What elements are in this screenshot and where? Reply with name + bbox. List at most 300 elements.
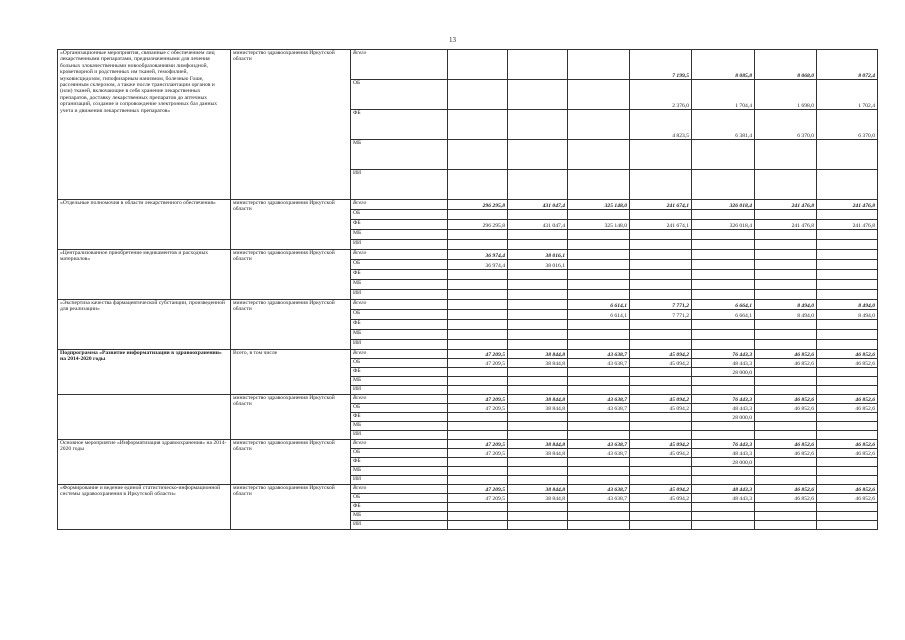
amount-cell: 43 638,7 bbox=[568, 485, 630, 494]
amount-cell bbox=[568, 458, 630, 467]
amount-cell: 326 018,4 bbox=[692, 200, 755, 210]
amount-cell: 43 638,7 bbox=[568, 494, 630, 503]
amount-cell: 47 209,5 bbox=[448, 395, 508, 404]
amount-cell bbox=[755, 368, 817, 377]
funding-source: ИИ bbox=[351, 290, 448, 300]
amount-cell: 46 852,6 bbox=[755, 359, 817, 368]
table-row-total bbox=[58, 440, 878, 449]
amount-cell: 48 443,3 bbox=[692, 485, 755, 494]
amount-cell bbox=[568, 521, 630, 530]
amount-cell bbox=[755, 458, 817, 467]
funding-source: ОБ bbox=[351, 80, 448, 110]
amount-cell bbox=[630, 170, 692, 200]
amount-cell: 45 094,2 bbox=[630, 350, 692, 359]
funding-source: ФБ bbox=[351, 458, 448, 467]
amount-cell bbox=[448, 377, 508, 386]
amount-cell: 296 295,8 bbox=[448, 220, 508, 230]
amount-cell bbox=[755, 512, 817, 521]
amount-cell: 7 199,5 bbox=[630, 50, 692, 80]
funding-source: Всего bbox=[351, 200, 448, 210]
amount-cell bbox=[817, 503, 878, 512]
amount-cell: 46 852,6 bbox=[755, 440, 817, 449]
amount-cell bbox=[568, 260, 630, 270]
amount-cell bbox=[508, 467, 568, 476]
funding-source: ФБ bbox=[351, 503, 448, 512]
amount-cell bbox=[448, 320, 508, 330]
amount-cell bbox=[755, 521, 817, 530]
funding-source: ИИ bbox=[351, 521, 448, 530]
amount-cell bbox=[755, 377, 817, 386]
amount-cell bbox=[755, 467, 817, 476]
amount-cell: 45 094,2 bbox=[630, 395, 692, 404]
amount-cell: 38 844,8 bbox=[508, 359, 568, 368]
amount-cell bbox=[448, 330, 508, 340]
executor: министерство здравоохранения Иркутской области bbox=[231, 440, 351, 485]
amount-cell: 46 852,6 bbox=[755, 350, 817, 359]
amount-cell bbox=[692, 467, 755, 476]
amount-cell bbox=[817, 431, 878, 440]
funding-source: ОБ bbox=[351, 449, 448, 458]
amount-cell bbox=[568, 413, 630, 422]
amount-cell: 47 209,5 bbox=[448, 485, 508, 494]
amount-cell: 28 000,0 bbox=[692, 368, 755, 377]
amount-cell: 46 852,6 bbox=[817, 440, 878, 449]
amount-cell: 46 852,6 bbox=[755, 485, 817, 494]
amount-cell bbox=[630, 521, 692, 530]
amount-cell: 8 494,0 bbox=[817, 300, 878, 310]
amount-cell bbox=[630, 467, 692, 476]
funding-source: ФБ bbox=[351, 368, 448, 377]
amount-cell bbox=[508, 80, 568, 110]
amount-cell bbox=[692, 270, 755, 280]
amount-cell bbox=[817, 413, 878, 422]
amount-cell bbox=[630, 260, 692, 270]
amount-cell: 326 018,4 bbox=[692, 220, 755, 230]
funding-source: ОБ bbox=[351, 210, 448, 220]
table-row-total bbox=[58, 250, 878, 260]
amount-cell bbox=[568, 210, 630, 220]
amount-cell: 47 209,5 bbox=[448, 494, 508, 503]
amount-cell: 46 852,6 bbox=[817, 485, 878, 494]
amount-cell bbox=[817, 250, 878, 260]
amount-cell bbox=[568, 250, 630, 260]
amount-cell bbox=[630, 250, 692, 260]
budget-table-body bbox=[58, 50, 878, 530]
amount-cell: 48 443,3 bbox=[692, 404, 755, 413]
funding-source: ФБ bbox=[351, 270, 448, 280]
amount-cell bbox=[817, 290, 878, 300]
amount-cell bbox=[755, 431, 817, 440]
amount-cell: 46 852,6 bbox=[817, 395, 878, 404]
amount-cell bbox=[508, 340, 568, 350]
amount-cell: 241 674,1 bbox=[630, 220, 692, 230]
amount-cell: 46 852,6 bbox=[817, 350, 878, 359]
amount-cell bbox=[508, 170, 568, 200]
amount-cell bbox=[630, 230, 692, 240]
amount-cell: 38 844,8 bbox=[508, 494, 568, 503]
amount-cell: 431 047,4 bbox=[508, 220, 568, 230]
amount-cell bbox=[508, 140, 568, 170]
activity-name: Основное мероприятие «Информатизация здравоохранения» на 2014-2020 годы bbox=[58, 440, 231, 485]
amount-cell bbox=[508, 330, 568, 340]
page-number: 13 bbox=[449, 36, 456, 44]
funding-source: ИИ bbox=[351, 386, 448, 395]
amount-cell bbox=[568, 422, 630, 431]
amount-cell bbox=[448, 170, 508, 200]
amount-cell bbox=[630, 240, 692, 250]
amount-cell: 1 698,0 bbox=[755, 80, 817, 110]
amount-cell: 6 370,0 bbox=[755, 110, 817, 140]
amount-cell bbox=[692, 476, 755, 485]
amount-cell: 47 209,5 bbox=[448, 440, 508, 449]
amount-cell bbox=[568, 290, 630, 300]
activity-name bbox=[58, 395, 231, 440]
amount-cell bbox=[692, 290, 755, 300]
amount-cell bbox=[817, 330, 878, 340]
amount-cell: 296 295,8 bbox=[448, 200, 508, 210]
amount-cell: 46 852,6 bbox=[817, 494, 878, 503]
amount-cell bbox=[508, 386, 568, 395]
funding-source: Всего bbox=[351, 250, 448, 260]
amount-cell bbox=[630, 458, 692, 467]
amount-cell: 38 844,8 bbox=[508, 485, 568, 494]
amount-cell bbox=[692, 377, 755, 386]
funding-source: ОБ bbox=[351, 494, 448, 503]
funding-source: МБ bbox=[351, 230, 448, 240]
amount-cell: 76 443,3 bbox=[692, 395, 755, 404]
amount-cell: 43 638,7 bbox=[568, 395, 630, 404]
funding-source: ОБ bbox=[351, 404, 448, 413]
funding-source: ФБ bbox=[351, 413, 448, 422]
amount-cell: 38 844,8 bbox=[508, 449, 568, 458]
amount-cell bbox=[568, 503, 630, 512]
amount-cell: 45 094,2 bbox=[630, 359, 692, 368]
funding-source: ИИ bbox=[351, 340, 448, 350]
amount-cell: 46 852,6 bbox=[817, 404, 878, 413]
funding-source: ФБ bbox=[351, 320, 448, 330]
amount-cell bbox=[630, 210, 692, 220]
activity-name: «Экспертиза качества фармацевтической субстанции, произведенной для реализации» bbox=[58, 300, 231, 350]
amount-cell: 6 381,4 bbox=[692, 110, 755, 140]
table-row-total bbox=[58, 395, 878, 404]
amount-cell bbox=[817, 170, 878, 200]
amount-cell bbox=[630, 413, 692, 422]
amount-cell bbox=[630, 431, 692, 440]
amount-cell: 241 674,1 bbox=[630, 200, 692, 210]
amount-cell: 76 443,3 bbox=[692, 440, 755, 449]
amount-cell bbox=[448, 290, 508, 300]
amount-cell bbox=[448, 503, 508, 512]
amount-cell bbox=[448, 210, 508, 220]
amount-cell: 46 852,6 bbox=[755, 395, 817, 404]
amount-cell: 241 476,8 bbox=[755, 220, 817, 230]
amount-cell bbox=[508, 110, 568, 140]
executor: министерство здравоохранения Иркутской области bbox=[231, 200, 351, 250]
amount-cell bbox=[817, 140, 878, 170]
amount-cell bbox=[692, 250, 755, 260]
table-row-total bbox=[58, 300, 878, 310]
amount-cell bbox=[692, 240, 755, 250]
amount-cell bbox=[630, 386, 692, 395]
amount-cell bbox=[755, 340, 817, 350]
amount-cell bbox=[817, 240, 878, 250]
amount-cell bbox=[692, 230, 755, 240]
amount-cell bbox=[630, 140, 692, 170]
amount-cell bbox=[508, 422, 568, 431]
amount-cell bbox=[448, 386, 508, 395]
amount-cell bbox=[692, 386, 755, 395]
amount-cell bbox=[448, 512, 508, 521]
amount-cell bbox=[448, 476, 508, 485]
amount-cell: 7 771,2 bbox=[630, 310, 692, 320]
executor: министерство здравоохранения Иркутской области bbox=[231, 50, 351, 200]
table-row-total bbox=[58, 485, 878, 494]
amount-cell bbox=[692, 431, 755, 440]
amount-cell: 47 209,5 bbox=[448, 404, 508, 413]
amount-cell bbox=[630, 290, 692, 300]
amount-cell bbox=[568, 330, 630, 340]
amount-cell: 1 704,4 bbox=[692, 80, 755, 110]
amount-cell bbox=[692, 512, 755, 521]
amount-cell: 38 844,8 bbox=[508, 395, 568, 404]
amount-cell: 8 072,4 bbox=[817, 50, 878, 80]
amount-cell: 38 016,1 bbox=[508, 260, 568, 270]
activity-name: Подпрограмма «Развитие информатизации в здравоохранении» на 2014-2020 годы bbox=[58, 350, 231, 395]
amount-cell: 45 094,2 bbox=[630, 440, 692, 449]
amount-cell: 48 443,3 bbox=[692, 359, 755, 368]
amount-cell: 241 476,8 bbox=[817, 220, 878, 230]
amount-cell bbox=[568, 280, 630, 290]
executor: министерство здравоохранения Иркутской области bbox=[231, 250, 351, 300]
amount-cell bbox=[508, 50, 568, 80]
funding-source: ФБ bbox=[351, 110, 448, 140]
amount-cell: 28 000,0 bbox=[692, 458, 755, 467]
amount-cell: 46 852,6 bbox=[755, 494, 817, 503]
amount-cell bbox=[568, 377, 630, 386]
amount-cell bbox=[448, 270, 508, 280]
amount-cell bbox=[568, 431, 630, 440]
amount-cell bbox=[448, 431, 508, 440]
executor: министерство здравоохранения Иркутской области bbox=[231, 395, 351, 440]
funding-source: ИИ bbox=[351, 476, 448, 485]
amount-cell bbox=[692, 503, 755, 512]
amount-cell bbox=[755, 270, 817, 280]
amount-cell bbox=[630, 270, 692, 280]
amount-cell bbox=[508, 377, 568, 386]
amount-cell: 46 852,6 bbox=[755, 449, 817, 458]
funding-source: Всего bbox=[351, 350, 448, 359]
funding-source: Всего bbox=[351, 50, 448, 80]
amount-cell bbox=[508, 458, 568, 467]
amount-cell bbox=[755, 413, 817, 422]
amount-cell: 47 209,5 bbox=[448, 359, 508, 368]
amount-cell: 6 614,1 bbox=[568, 310, 630, 320]
amount-cell bbox=[630, 280, 692, 290]
amount-cell: 6 614,1 bbox=[568, 300, 630, 310]
amount-cell bbox=[568, 110, 630, 140]
amount-cell bbox=[508, 503, 568, 512]
amount-cell bbox=[755, 503, 817, 512]
amount-cell: 46 852,6 bbox=[817, 449, 878, 458]
amount-cell bbox=[755, 250, 817, 260]
amount-cell: 46 852,6 bbox=[817, 359, 878, 368]
amount-cell bbox=[755, 386, 817, 395]
amount-cell: 43 638,7 bbox=[568, 449, 630, 458]
amount-cell bbox=[448, 140, 508, 170]
amount-cell bbox=[568, 467, 630, 476]
amount-cell bbox=[448, 422, 508, 431]
amount-cell bbox=[817, 377, 878, 386]
funding-source: ИИ bbox=[351, 170, 448, 200]
amount-cell bbox=[755, 422, 817, 431]
amount-cell: 8 494,0 bbox=[755, 300, 817, 310]
funding-source: ОБ bbox=[351, 310, 448, 320]
funding-source: Всего bbox=[351, 485, 448, 494]
amount-cell: 1 702,4 bbox=[817, 80, 878, 110]
amount-cell: 28 000,0 bbox=[692, 413, 755, 422]
amount-cell bbox=[448, 300, 508, 310]
amount-cell: 38 844,8 bbox=[508, 440, 568, 449]
amount-cell: 47 209,5 bbox=[448, 350, 508, 359]
activity-name: «Формирование и ведение единой статистическо-информационной системы здравоохранения в Иркутской области» bbox=[58, 485, 231, 530]
funding-source: МБ bbox=[351, 467, 448, 476]
funding-source: Всего bbox=[351, 300, 448, 310]
amount-cell bbox=[508, 310, 568, 320]
funding-source: МБ bbox=[351, 512, 448, 521]
funding-source: МБ bbox=[351, 422, 448, 431]
amount-cell bbox=[692, 210, 755, 220]
amount-cell bbox=[755, 330, 817, 340]
amount-cell: 8 068,0 bbox=[755, 50, 817, 80]
amount-cell bbox=[508, 368, 568, 377]
amount-cell: 4 823,5 bbox=[630, 110, 692, 140]
amount-cell: 38 844,8 bbox=[508, 350, 568, 359]
amount-cell bbox=[692, 260, 755, 270]
amount-cell: 8 494,0 bbox=[817, 310, 878, 320]
amount-cell bbox=[692, 170, 755, 200]
amount-cell bbox=[568, 170, 630, 200]
amount-cell bbox=[755, 210, 817, 220]
amount-cell bbox=[508, 230, 568, 240]
funding-source: МБ bbox=[351, 330, 448, 340]
amount-cell bbox=[508, 512, 568, 521]
amount-cell: 45 094,2 bbox=[630, 449, 692, 458]
amount-cell bbox=[448, 110, 508, 140]
amount-cell bbox=[630, 340, 692, 350]
amount-cell bbox=[448, 413, 508, 422]
amount-cell: 2 376,0 bbox=[630, 80, 692, 110]
amount-cell bbox=[568, 270, 630, 280]
amount-cell bbox=[508, 521, 568, 530]
amount-cell bbox=[755, 476, 817, 485]
amount-cell bbox=[630, 422, 692, 431]
amount-cell: 47 209,5 bbox=[448, 449, 508, 458]
amount-cell bbox=[448, 80, 508, 110]
funding-source: МБ bbox=[351, 140, 448, 170]
amount-cell bbox=[630, 503, 692, 512]
funding-source: МБ bbox=[351, 377, 448, 386]
amount-cell bbox=[568, 386, 630, 395]
amount-cell: 46 852,6 bbox=[755, 404, 817, 413]
funding-source: ОБ bbox=[351, 359, 448, 368]
amount-cell bbox=[568, 50, 630, 80]
amount-cell bbox=[568, 476, 630, 485]
amount-cell bbox=[755, 280, 817, 290]
amount-cell bbox=[568, 340, 630, 350]
amount-cell bbox=[568, 80, 630, 110]
amount-cell: 6 370,0 bbox=[817, 110, 878, 140]
funding-source: ОБ bbox=[351, 260, 448, 270]
amount-cell: 325 148,0 bbox=[568, 220, 630, 230]
amount-cell: 38 016,1 bbox=[508, 250, 568, 260]
amount-cell bbox=[817, 230, 878, 240]
amount-cell bbox=[508, 476, 568, 485]
amount-cell: 6 664,1 bbox=[692, 300, 755, 310]
amount-cell bbox=[817, 320, 878, 330]
amount-cell: 8 085,8 bbox=[692, 50, 755, 80]
amount-cell bbox=[692, 521, 755, 530]
amount-cell bbox=[568, 230, 630, 240]
amount-cell bbox=[817, 458, 878, 467]
amount-cell bbox=[508, 431, 568, 440]
amount-cell: 431 047,4 bbox=[508, 200, 568, 210]
table-row-total bbox=[58, 50, 878, 80]
amount-cell: 43 638,7 bbox=[568, 404, 630, 413]
amount-cell: 7 771,2 bbox=[630, 300, 692, 310]
amount-cell: 45 094,2 bbox=[630, 404, 692, 413]
funding-source: МБ bbox=[351, 280, 448, 290]
amount-cell: 38 844,8 bbox=[508, 404, 568, 413]
amount-cell bbox=[755, 260, 817, 270]
amount-cell bbox=[817, 422, 878, 431]
budget-table bbox=[57, 49, 878, 530]
amount-cell: 43 638,7 bbox=[568, 440, 630, 449]
amount-cell bbox=[817, 270, 878, 280]
amount-cell bbox=[568, 320, 630, 330]
amount-cell bbox=[755, 320, 817, 330]
amount-cell: 6 664,1 bbox=[692, 310, 755, 320]
funding-source: Всего bbox=[351, 440, 448, 449]
amount-cell bbox=[630, 330, 692, 340]
amount-cell bbox=[568, 140, 630, 170]
amount-cell bbox=[755, 170, 817, 200]
amount-cell: 43 638,7 bbox=[568, 350, 630, 359]
table-row-total bbox=[58, 200, 878, 210]
amount-cell bbox=[692, 330, 755, 340]
table-row-total bbox=[58, 350, 878, 359]
amount-cell bbox=[817, 210, 878, 220]
amount-cell bbox=[755, 240, 817, 250]
amount-cell bbox=[448, 521, 508, 530]
amount-cell bbox=[568, 512, 630, 521]
amount-cell bbox=[448, 467, 508, 476]
amount-cell bbox=[448, 280, 508, 290]
amount-cell: 36 974,4 bbox=[448, 260, 508, 270]
amount-cell bbox=[817, 340, 878, 350]
amount-cell bbox=[508, 270, 568, 280]
amount-cell bbox=[817, 280, 878, 290]
funding-source: ИИ bbox=[351, 240, 448, 250]
amount-cell bbox=[448, 458, 508, 467]
amount-cell bbox=[817, 260, 878, 270]
executor: министерство здравоохранения Иркутской области bbox=[231, 300, 351, 350]
amount-cell bbox=[817, 476, 878, 485]
amount-cell bbox=[508, 320, 568, 330]
amount-cell bbox=[448, 340, 508, 350]
amount-cell bbox=[508, 413, 568, 422]
amount-cell bbox=[692, 422, 755, 431]
amount-cell bbox=[692, 280, 755, 290]
